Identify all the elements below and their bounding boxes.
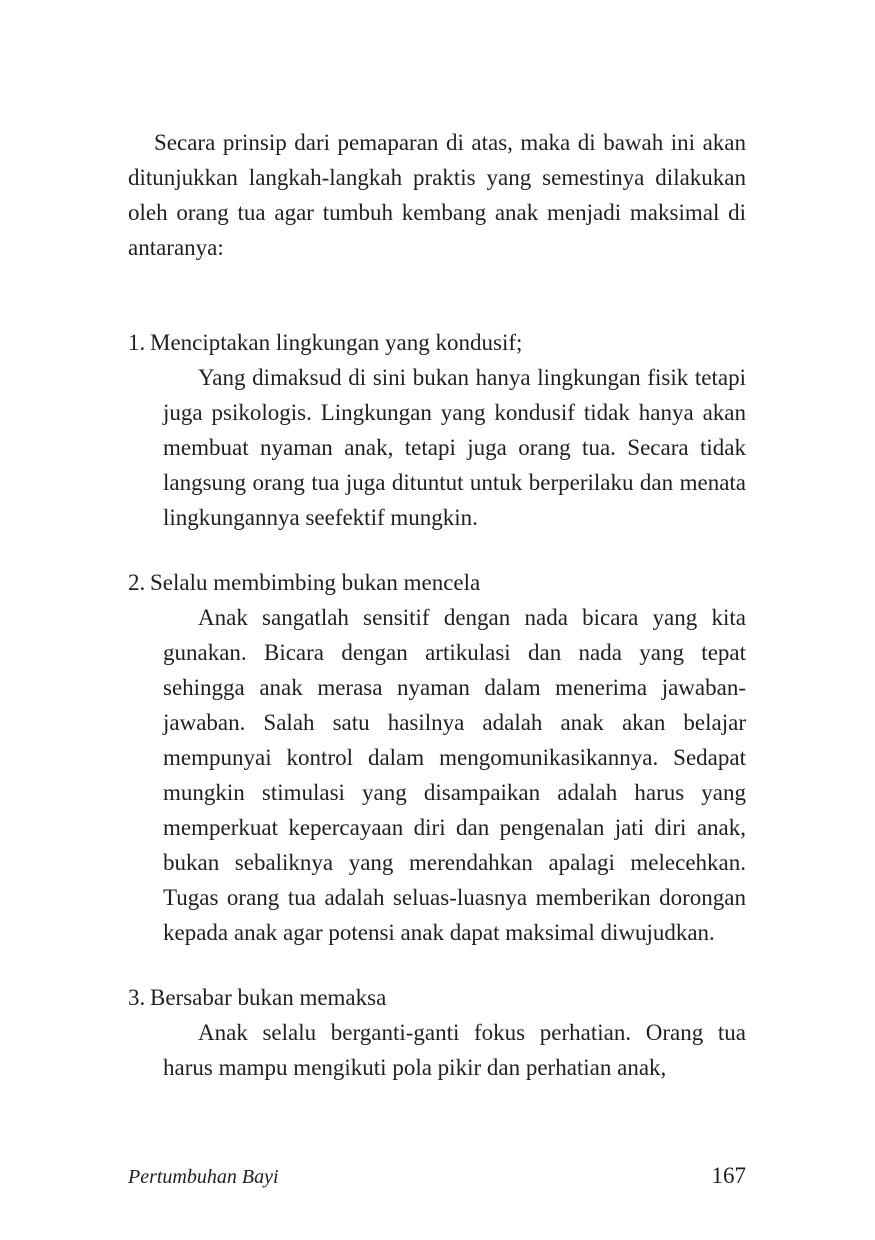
footer-book-title: Pertumbuhan Bayi bbox=[128, 1166, 279, 1188]
page-footer bbox=[128, 1163, 746, 1189]
intro-paragraph: Secara prinsip dari pemaparan di atas, maka di bawah ini akan ditunjukkan langkah-langkah praktis yang semestinya dilakukan oleh orang tua agar tumbuh kembang anak menjadi maksimal di antaranya: bbox=[128, 130, 746, 260]
list-item-2-heading bbox=[128, 565, 746, 600]
list-item-3-heading bbox=[128, 980, 746, 1015]
footer-page-number: 167 bbox=[711, 1163, 746, 1188]
list-item-3 bbox=[128, 980, 746, 1085]
page-content bbox=[128, 125, 746, 1085]
list-item-1 bbox=[128, 325, 746, 535]
list-item-2-title: Selalu membimbing bukan mencela bbox=[150, 570, 481, 595]
list-item-1-body: Yang dimaksud di sini bukan hanya lingkungan fisik tetapi juga psikologis. Lingkungan yang kondusif tidak hanya akan membuat nyaman anak, tetapi juga orang tua. Secara tidak langsung orang tua juga dituntut untuk berperilaku dan menata lingkungannya seefektif mungkin. bbox=[163, 365, 746, 530]
list-item-3-number: 3. bbox=[128, 985, 146, 1010]
list-item-2-body: Anak sangatlah sensitif dengan nada bicara yang kita gunakan. Bicara dengan artikulasi dan nada yang tepat sehingga anak merasa nyaman dalam menerima jawaban-jawaban. Salah satu hasilnya adalah anak akan belajar mempunyai kontrol dalam mengomunikasikannya. Sedapat mungkin stimulasi yang disampaikan adalah harus yang memperkuat kepercayaan diri dan pengenalan jati diri anak, bukan sebaliknya yang merendahkan apalagi melecehkan. Tugas orang tua adalah seluas-luasnya memberikan dorongan kepada anak agar potensi anak dapat maksimal diwujudkan. bbox=[163, 605, 746, 945]
list-item-2 bbox=[128, 565, 746, 950]
list-item-3-title: Bersabar bukan memaksa bbox=[150, 985, 387, 1010]
list-item-1-number: 1. bbox=[128, 330, 146, 355]
list-item-2-number: 2. bbox=[128, 570, 146, 595]
list-item-1-heading bbox=[128, 325, 746, 360]
list-item-1-title: Menciptakan lingkungan yang kondusif; bbox=[150, 330, 523, 355]
list-item-3-body: Anak selalu berganti-ganti fokus perhatian. Orang tua harus mampu mengikuti pola pikir dan perhatian anak, bbox=[163, 1020, 746, 1080]
